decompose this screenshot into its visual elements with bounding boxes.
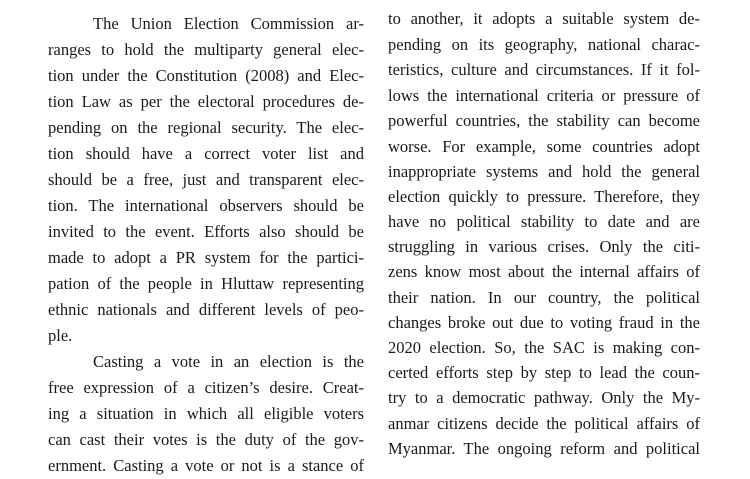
text-line: lows the international criteria or pressure of [388, 86, 700, 105]
text-line: pation of the people in Hluttaw representing [48, 274, 364, 293]
text-line: teristics, culture and circumstances. If it fol- [388, 60, 700, 79]
text-line: their nation. In our country, the political [388, 288, 700, 307]
text-line: worse. For example, some countries adopt [388, 137, 700, 156]
text-line: tion under the Constitution (2008) and Elec- [48, 66, 364, 85]
text-line: inappropriate systems and hold the general [388, 162, 700, 181]
text-line: anmar citizens decide the political affairs of [388, 414, 700, 433]
text-line: pending on the regional security. The elec- [48, 118, 364, 137]
text-line: try to a democratic pathway. Only the My- [388, 388, 700, 407]
text-line: can cast their votes is the duty of the gov- [48, 430, 364, 449]
text-line: have no political stability to date and are [388, 212, 700, 231]
text-line: The Union Election Commission ar- [93, 14, 364, 33]
text-line: ing a situation in which all eligible voters [48, 404, 364, 423]
text-line: struggling in various crises. Only the citi- [388, 237, 700, 256]
text-line: election quickly to pressure. Therefore, they [388, 187, 700, 206]
text-line: Casting a vote in an election is the [93, 352, 364, 371]
text-line: ple. [48, 326, 73, 345]
text-line: ernment. Casting a vote or not is a stance of [48, 456, 364, 475]
text-line: made to adopt a PR system for the partici- [48, 248, 364, 267]
text-line: invited to the event. Efforts also should be [48, 222, 364, 241]
text-line: to another, it adopts a suitable system de- [388, 9, 700, 28]
text-line: tion. The international observers should be [48, 196, 364, 215]
text-line: tion Law as per the electoral procedures de- [48, 92, 364, 111]
text-line: certed efforts step by step to lead the coun- [388, 363, 700, 382]
text-line: ranges to hold the multiparty general elec- [48, 40, 364, 59]
text-line: powerful countries, the stability can become [388, 111, 700, 130]
text-line: should be a free, just and transparent elec- [48, 170, 364, 189]
text-line: changes broke out due to voting fraud in the [388, 313, 700, 332]
text-line: pending on its geography, national charac- [388, 35, 700, 54]
text-line: free expression of a citizen’s desire. Creat- [48, 378, 364, 397]
text-line: tion should have a correct voter list and [48, 144, 364, 163]
text-line: 2020 election. So, the SAC is making con- [388, 338, 700, 357]
text-line: zens know most about the internal affairs of [388, 262, 700, 281]
text-line: Myanmar. The ongoing reform and political [388, 439, 700, 458]
text-line: ethnic nationals and different levels of peo- [48, 300, 364, 319]
